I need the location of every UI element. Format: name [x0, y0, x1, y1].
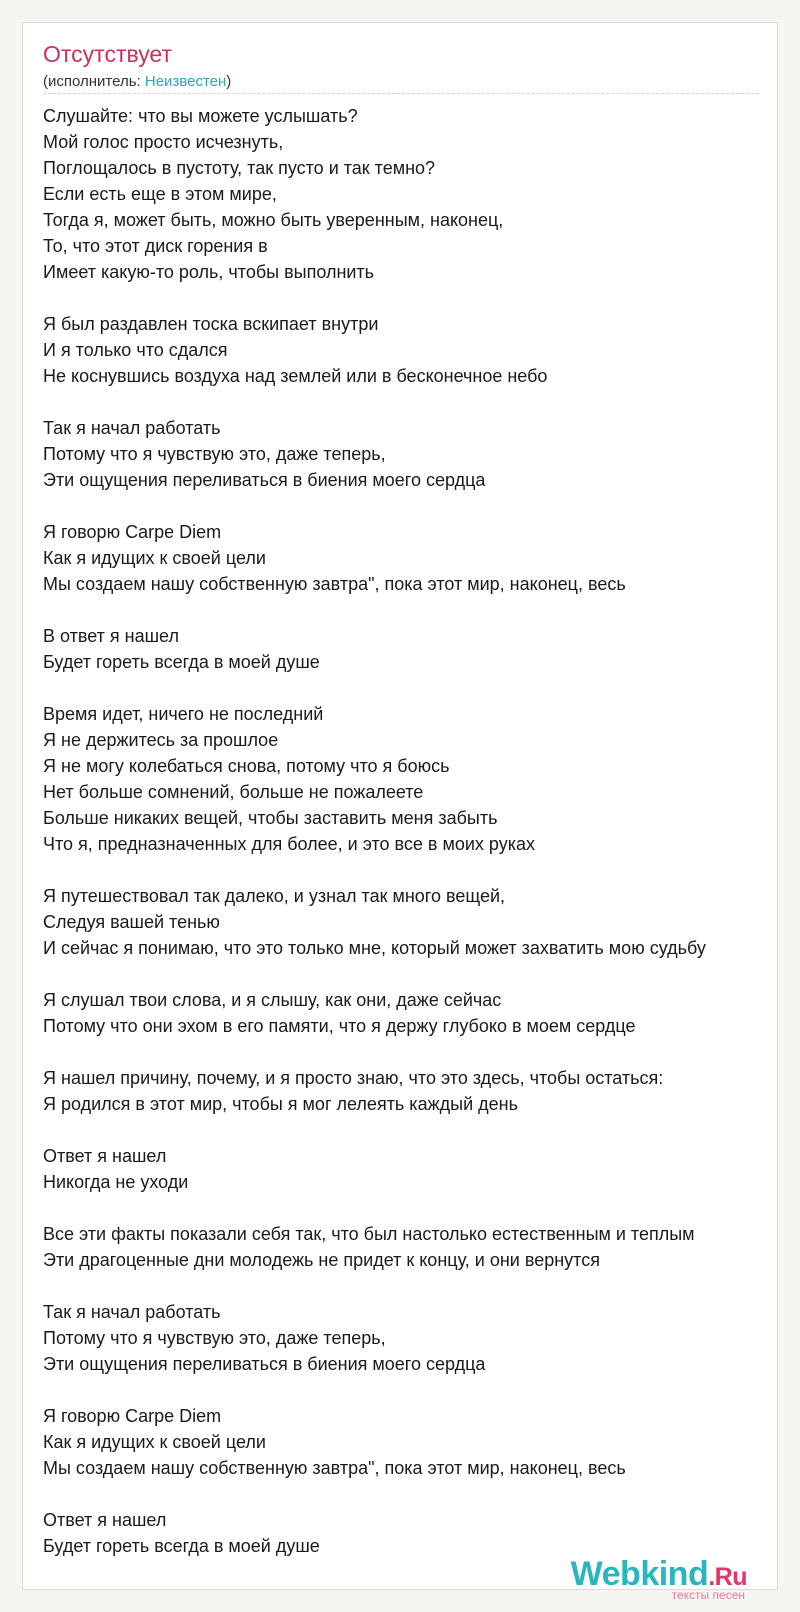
- lyric-line: В ответ я нашел: [43, 626, 179, 646]
- lyric-line: Мы создаем нашу собственную завтра", пока этот мир, наконец, весь: [43, 574, 626, 594]
- lyric-line: Будет гореть всегда в моей душе: [43, 1536, 320, 1556]
- stanza-break: [43, 1377, 706, 1403]
- lyric-line: Я слушал твои слова, и я слышу, как они, даже сейчас: [43, 990, 502, 1010]
- logo-wordmark: [571, 1557, 747, 1591]
- lyric-line: Так я начал работать: [43, 418, 221, 438]
- lyric-line: Я родился в этот мир, чтобы я мог лелеять каждый день: [43, 1094, 518, 1114]
- artist-link[interactable]: Неизвестен: [144, 73, 227, 90]
- lyric-line: Все эти факты показали себя так, что был настолько естественным и теплым: [43, 1224, 695, 1244]
- song-title: Отсутствует: [43, 41, 172, 67]
- lyric-line: Что я, предназначенных для более, и это все в моих руках: [43, 834, 536, 854]
- lyric-line: Эти ощущения переливаться в биения моего сердца: [43, 470, 486, 490]
- lyric-line: Не коснувшись воздуха над землей или в бесконечное небо: [43, 366, 548, 386]
- lyric-line: Слушайте: что вы можете услышать?: [43, 106, 358, 126]
- lyric-line: Эти ощущения переливаться в биения моего сердца: [43, 1354, 486, 1374]
- lyric-line: Эти драгоценные дни молодежь не придет к концу, и они вернутся: [43, 1250, 600, 1270]
- lyric-line: Поглощалось в пустоту, так пусто и так темно?: [43, 158, 436, 178]
- lyric-line: Как я идущих к своей цели: [43, 548, 266, 568]
- artist-prefix: (исполнитель:: [43, 73, 145, 90]
- lyric-line: Я говорю Carpe Diem: [43, 522, 222, 542]
- lyric-line: Потому что я чувствую это, даже теперь,: [43, 1328, 386, 1348]
- lyric-line: Если есть еще в этом мире,: [43, 184, 277, 204]
- lyric-line: Больше никаких вещей, чтобы заставить меня забыть: [43, 808, 498, 828]
- lyric-line: Я был раздавлен тоска вскипает внутри: [43, 314, 379, 334]
- lyric-line: Мы создаем нашу собственную завтра", пока этот мир, наконец, весь: [43, 1458, 626, 1478]
- logo-tld: .Ru: [708, 1563, 747, 1591]
- lyric-line: Я путешествовал так далеко, и узнал так много вещей,: [43, 886, 506, 906]
- lyric-line: И я только что сдался: [43, 340, 228, 360]
- lyric-line: Я говорю Carpe Diem: [43, 1406, 222, 1426]
- stanza-break: [43, 1273, 706, 1299]
- stanza-break: [43, 1481, 706, 1507]
- lyric-line: Имеет какую-то роль, чтобы выполнить: [43, 262, 375, 282]
- lyric-line: Я нашел причину, почему, и я просто знаю, что это здесь, чтобы остаться:: [43, 1068, 664, 1088]
- site-logo[interactable]: [570, 1555, 747, 1602]
- lyric-line: Мой голос просто исчезнуть,: [43, 132, 284, 152]
- lyric-line: Так я начал работать: [43, 1302, 221, 1322]
- stanza-break: [43, 675, 706, 701]
- stanza-break: [43, 389, 706, 415]
- stanza-break: [43, 1039, 706, 1065]
- lyric-line: Потому что они эхом в его памяти, что я держу глубоко в моем сердце: [43, 1016, 636, 1036]
- stanza-break: [43, 857, 706, 883]
- lyric-line: Ответ я нашел: [43, 1146, 167, 1166]
- lyric-line: То, что этот диск горения в: [43, 236, 268, 256]
- lyric-line: Я не могу колебаться снова, потому что я боюсь: [43, 756, 450, 776]
- lyric-line: Никогда не уходи: [43, 1172, 189, 1192]
- logo-brand: Webkind: [570, 1555, 709, 1593]
- lyric-line: Следуя вашей тенью: [43, 912, 220, 932]
- stanza-break: [43, 597, 706, 623]
- stanza-break: [43, 961, 706, 987]
- lyrics-card: [22, 22, 778, 1602]
- stanza-break: [43, 1195, 706, 1221]
- lyric-line: Ответ я нашел: [43, 1510, 167, 1530]
- header-divider: [43, 93, 759, 94]
- lyric-line: Потому что я чувствую это, даже теперь,: [43, 444, 386, 464]
- logo-tagline: тексты песен: [671, 1588, 745, 1602]
- stanza-break: [43, 493, 706, 519]
- artist-suffix: ): [226, 73, 232, 90]
- lyric-line: И сейчас я понимаю, что это только мне, который может захватить мою судьбу: [43, 938, 706, 958]
- lyric-line: Время идет, ничего не последний: [43, 704, 324, 724]
- lyric-line: Нет больше сомнений, больше не пожалеете: [43, 782, 424, 802]
- lyrics-text: [43, 103, 706, 1559]
- lyric-line: Будет гореть всегда в моей душе: [43, 652, 320, 672]
- artist-line: [43, 73, 231, 90]
- lyric-line: Как я идущих к своей цели: [43, 1432, 266, 1452]
- stanza-break: [43, 285, 706, 311]
- stanza-break: [43, 1117, 706, 1143]
- lyric-line: Я не держитесь за прошлое: [43, 730, 279, 750]
- lyric-line: Тогда я, может быть, можно быть уверенным, наконец,: [43, 210, 504, 230]
